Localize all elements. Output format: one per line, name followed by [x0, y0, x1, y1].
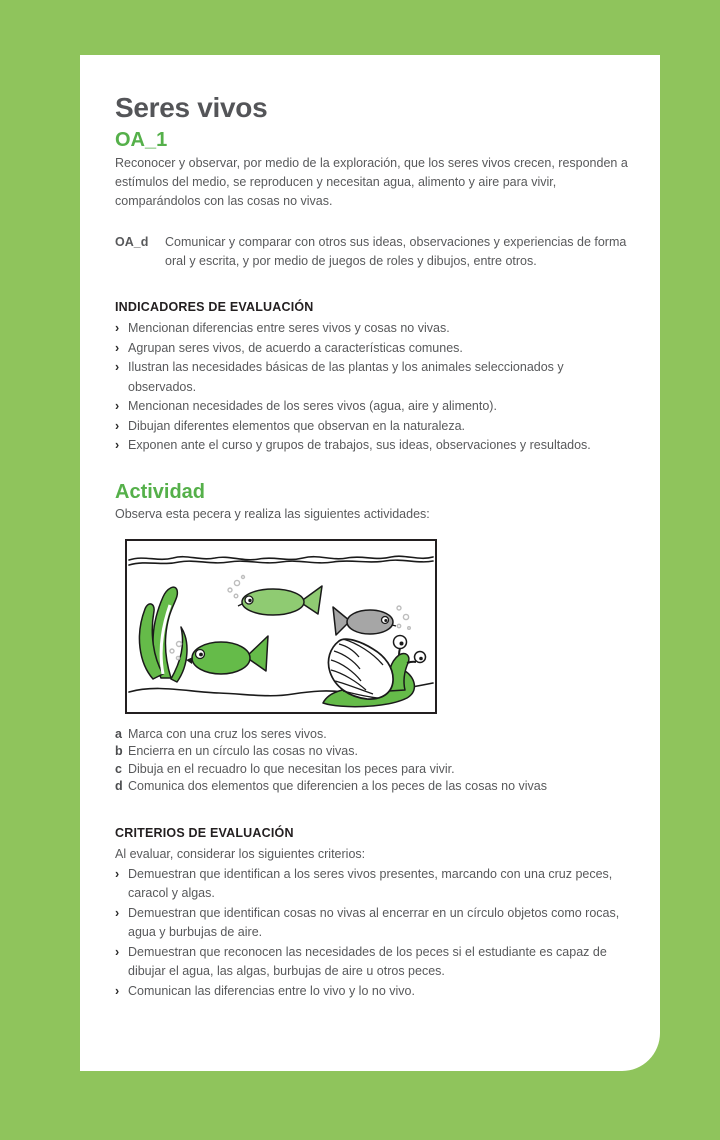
list-item-text: Demuestran que reconocen las necesidades de los peces si el estudiante es capaz de dibujar el agua, las algas, burbujas de aire u otros peces.	[128, 944, 607, 978]
task-letter: a	[115, 726, 122, 741]
task-letter: b	[115, 744, 123, 758]
list-item	[115, 417, 628, 437]
actividad-heading: Actividad	[115, 480, 206, 503]
list-item-text: Ilustran las necesidades básicas de las plantas y los animales seleccionados y observados.	[128, 360, 564, 394]
list-item	[115, 865, 628, 904]
list-item	[115, 904, 628, 943]
criterios-intro: Al evaluar, considerar los siguientes criterios:	[115, 846, 366, 861]
list-item-text: Demuestran que identifican a los seres vivos presentes, marcando con una cruz peces, caracol y algas.	[128, 866, 613, 900]
task-text: Dibuja en el recuadro lo que necesitan los peces para vivir.	[128, 761, 455, 776]
oad-description: Comunicar y comparar con otros sus ideas, observaciones y experiencias de forma oral y escrita, y por medio de juegos de roles y dibujos, entre otros.	[165, 235, 627, 268]
list-item	[115, 982, 628, 1002]
task-letter: c	[115, 761, 122, 776]
oa1-heading: OA_1	[115, 129, 168, 151]
arrow-bullet-icon: ›	[115, 866, 120, 881]
arrow-bullet-icon: ›	[115, 321, 120, 335]
arrow-bullet-icon: ›	[115, 438, 120, 452]
task-text: Marca con una cruz los seres vivos.	[128, 726, 327, 741]
task-text: Comunica dos elementos que diferencien a los peces de las cosas no vivas	[128, 779, 547, 793]
oad-row	[115, 233, 628, 271]
task-text: Encierra en un círculo las cosas no vivas.	[128, 744, 358, 758]
list-item-text: Dibujan diferentes elementos que observan en la naturaleza.	[128, 418, 466, 433]
task-item	[115, 778, 628, 796]
arrow-bullet-icon: ›	[115, 944, 120, 959]
list-item-text: Comunican las diferencias entre lo vivo y lo no vivo.	[128, 983, 415, 998]
task-item	[115, 743, 628, 761]
arrow-bullet-icon: ›	[115, 340, 120, 355]
list-item	[115, 397, 628, 417]
arrow-bullet-icon: ›	[115, 418, 120, 433]
task-letter: d	[115, 779, 123, 793]
list-item-text: Mencionan diferencias entre seres vivos y cosas no vivas.	[128, 321, 450, 335]
snail-icon	[323, 635, 426, 706]
oa1-description: Reconocer y observar, por medio de la exploración, que los seres vivos crecen, responden a estímulos del medio, se reproducen y necesitan agua, alimento y aire para vivir, comparándolos con las cosas no vivas.	[115, 156, 628, 208]
list-item-text: Exponen ante el curso y grupos de trabajos, sus ideas, observaciones y resultados.	[128, 438, 591, 452]
list-item-text: Demuestran que identifican cosas no vivas al encerrar en un círculo objetos como rocas, agua y burbujas de aire.	[128, 905, 620, 939]
criterios-heading: CRITERIOS DE EVALUACIÓN	[115, 825, 294, 840]
list-item	[115, 339, 628, 359]
indicadores-heading: INDICADORES DE EVALUACIÓN	[115, 300, 314, 314]
task-item	[115, 761, 628, 779]
arrow-bullet-icon: ›	[115, 905, 120, 920]
arrow-bullet-icon: ›	[115, 399, 120, 413]
task-list	[115, 726, 628, 796]
list-item-text: Mencionan necesidades de los seres vivos (agua, aire y alimento).	[128, 399, 497, 413]
document-page	[80, 55, 660, 1071]
list-item-text: Agrupan seres vivos, de acuerdo a características comunes.	[128, 340, 463, 355]
list-item	[115, 358, 628, 397]
indicadores-list	[115, 319, 628, 456]
list-item	[115, 436, 628, 456]
actividad-intro: Observa esta pecera y realiza las siguientes actividades:	[115, 506, 430, 521]
arrow-bullet-icon: ›	[115, 360, 120, 374]
fish-gray-icon	[333, 606, 410, 635]
water-line-icon	[129, 556, 433, 565]
arrow-bullet-icon: ›	[115, 983, 120, 998]
task-item	[115, 726, 628, 744]
criterios-list	[115, 865, 628, 1002]
seaweed-icon	[139, 587, 187, 682]
fish-light-green-icon	[228, 575, 322, 615]
oad-label: OA_d	[115, 235, 149, 249]
list-item	[115, 319, 628, 339]
list-item	[115, 943, 628, 982]
page-title: Seres vivos	[115, 92, 268, 123]
fish-tank-illustration	[125, 539, 437, 714]
